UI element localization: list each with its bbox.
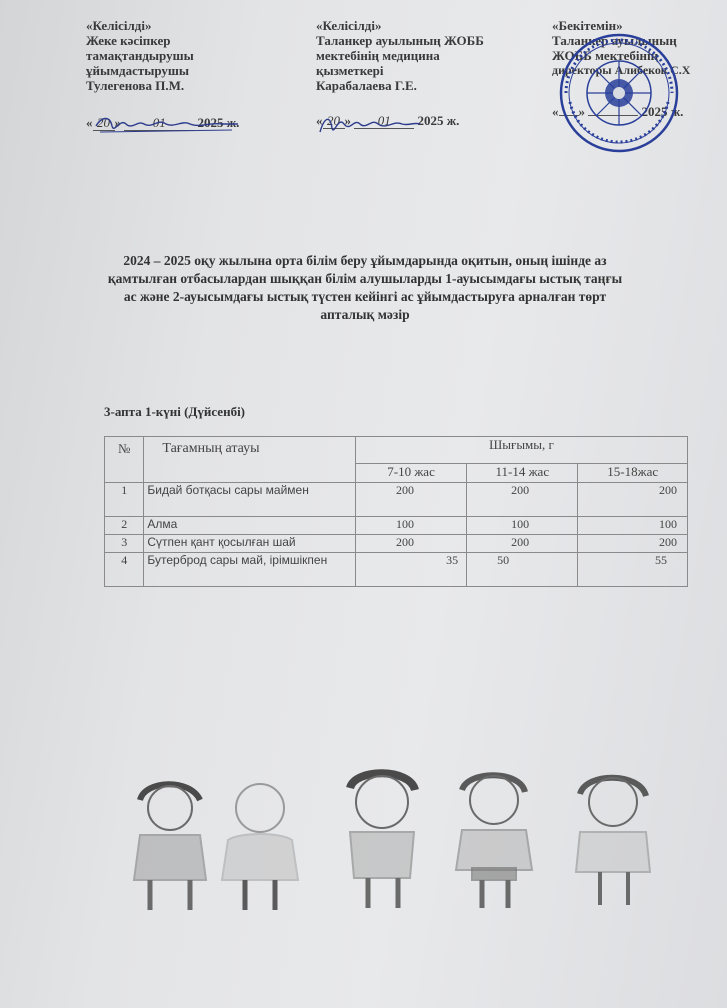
portion-11-14: 50 [467, 553, 578, 587]
approver-name: Карабалаева Г.Е. [316, 78, 417, 93]
signature-2 [316, 110, 426, 138]
portion-11-14: 100 [467, 517, 578, 535]
portion-15-18: 200 [578, 535, 688, 553]
table-row [105, 517, 688, 535]
approval-date: « 20 » 01 2025 ж. [86, 115, 240, 130]
approval-line: Жеке кәсіпкер [86, 33, 171, 48]
child-figure-icon [222, 784, 298, 910]
table-row [105, 483, 688, 517]
portion-15-18: 55 [578, 553, 688, 587]
date-month: 01 [124, 115, 194, 131]
child-figure-icon [576, 778, 650, 905]
date-month: 01 [354, 113, 414, 129]
approval-line: тамақтандырушы [86, 48, 194, 63]
table-row [105, 553, 688, 587]
dish-name: Алма [144, 517, 356, 535]
col-header-name: Тағамның атауы [144, 437, 356, 483]
row-number: 2 [105, 517, 144, 535]
col-header-output: Шығымы, г [356, 437, 688, 464]
approval-date: « » 2025 ж. [552, 104, 684, 119]
approval-line: ЖОББ мектебінің [552, 48, 659, 63]
child-figure-icon [134, 784, 206, 910]
age-group-header: 15-18жас [578, 464, 688, 483]
portion-7-10: 200 [356, 483, 467, 517]
portion-15-18: 200 [578, 483, 688, 517]
official-stamp [558, 32, 680, 154]
age-group-header: 7-10 жас [356, 464, 467, 483]
approver-name: Тулегенова П.М. [86, 78, 185, 93]
dish-name: Бутерброд сары май, ірімшікпен [144, 553, 356, 587]
document-title: 2024 – 2025 оқу жылына орта білім беру ұйымдарында оқитын, оның ішінде аз қамтылған отбасылардан шыққан білім алушыларды 1-ауысымдағы ыстық таңғы ас және 2-ауысымдағы ыстық түстен кейінгі ас ұйымдастыруға арналған төрт апталық мәзір [107, 253, 623, 322]
row-number: 3 [105, 535, 144, 553]
approval-line: ұйымдастырушы [86, 63, 190, 78]
date-day: 20 [93, 115, 115, 131]
approval-line: Таланкер ауылының [552, 33, 677, 48]
portion-11-14: 200 [467, 535, 578, 553]
date-year: 2025 ж. [417, 113, 460, 128]
portion-7-10: 200 [356, 535, 467, 553]
menu-table [104, 436, 688, 587]
row-number: 4 [105, 553, 144, 587]
table-row [105, 535, 688, 553]
approval-line: Таланкер ауылының ЖОББ [316, 33, 484, 48]
approval-line: мектебінің медицина [316, 48, 440, 63]
date-year: 2025 ж. [641, 104, 684, 119]
portion-15-18: 100 [578, 517, 688, 535]
approval-line: қызметкері [316, 63, 384, 78]
portion-7-10: 100 [356, 517, 467, 535]
date-day: 20 [323, 113, 345, 129]
approval-label: «Келісілді» [316, 18, 382, 33]
table-header-row [105, 437, 688, 464]
week-day-label: 3-апта 1-күні (Дүйсенбі) [104, 404, 246, 419]
child-figure-icon [456, 775, 532, 908]
col-header-no: № [105, 437, 144, 483]
portion-11-14: 200 [467, 483, 578, 517]
approval-date: « 20 » 01 2025 ж. [316, 113, 460, 128]
children-illustration [110, 760, 690, 920]
signature-1 [92, 112, 242, 138]
approval-label: «Бекітемін» [552, 18, 623, 33]
child-figure-icon [350, 773, 415, 908]
age-group-header: 11-14 жас [467, 464, 578, 483]
approval-line: директоры Алибеков С.Х [552, 63, 691, 77]
row-number: 1 [105, 483, 144, 517]
approval-label: «Келісілді» [86, 18, 152, 33]
portion-7-10: 35 [356, 553, 467, 587]
date-year: 2025 ж. [197, 115, 240, 130]
dish-name: Сүтпен қант қосылған шай [144, 535, 356, 553]
dish-name: Бидай ботқасы сары маймен [144, 483, 356, 517]
